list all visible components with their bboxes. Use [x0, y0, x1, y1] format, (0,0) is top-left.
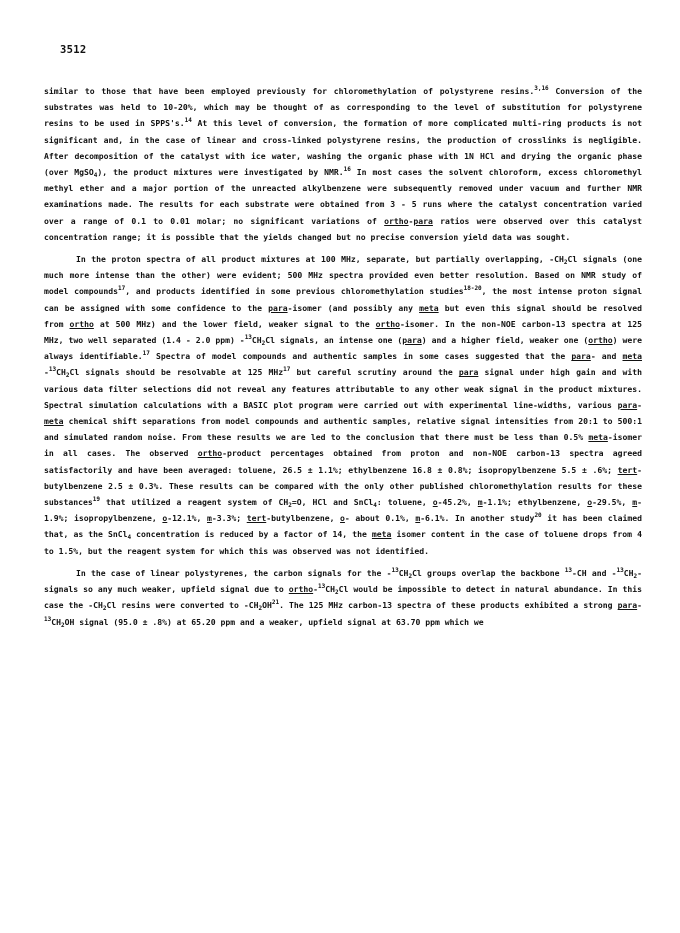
paragraph-linear-polystyrenes: In the case of linear polystyrenes, the carbon signals for the $-^{13}CH_2Cl$ groups overlap the backbone $^{13}$-CH and $-^{13}CH_2-$ signals so any much weaker, upfield signal due to ortho-$^{13}CH_2Cl$ would be impossible to detect in natural abundance. In this case the $-CH_2Cl$ resins were converted to $-CH_2OH^{21}$. The 125 MHz carbon-13 spectra of these products exhibited a strong para-$^{13}CH_2OH$ signal (95.0 ± .8%) at 65.20 ppm and a weaker, upfield signal at 63.70 ppm which we: [44, 566, 642, 629]
paragraph-chloromethylation-conditions: similar to those that have been employed previously for chloromethylation of polystyrene resins.$^{3,16}$ Conversion of the substrates was held to 10-20%, which may be thought of as corresponding to the level of substitution for polystyrene resins to be used in SPPS's.$^{14}$ At this level of conversion, the formation of more complicated multi-ring products is not significant and, in the case of linear and cross-linked polystyrene resins, the production of crosslinks is negligible. After decomposition of the catalyst with ice water, washing the organic phase with 1N HCl and drying the organic phase (over MgSO$_4$), the product mixtures were investigated by NMR.$^{16}$ In most cases the solvent chloroform, excess chloromethyl methyl ether and a major portion of the unreacted alkylbenzene were subsequently removed under vacuum and further NMR examinations made. The results for each substrate were obtained from 3 - 5 runs where the catalyst concentration varied over a range of 0.1 to 0.01 molar; no significant variations of ortho-para ratios were observed over this catalyst concentration range; it is possible that the yields changed but no precise conversion yield data was sought.: [44, 85, 642, 242]
article-body-text: [44, 83, 642, 630]
paragraph-nmr-isomer-analysis: In the proton spectra of all product mixtures at 100 MHz, separate, but partially overlapping, $-CH_2Cl$ signals (one much more intense than the other) were evident; 500 MHz spectra provided even better resolution. Based on NMR study of model compounds$^{17}$, and products identified in some previous chloromethylation studies$^{18-20}$, the most intense proton signal can be assigned with some confidence to the para-isomer (and possibly any meta but even this signal should be resolved from ortho at 500 MHz) and the lower field, weaker signal to the ortho-isomer. In the non-NOE carbon-13 spectra at 125 MHz, two well separated (1.4 - 2.0 ppm) $-^{13}CH_2Cl$ signals, an intense one (para) and a higher field, weaker one (ortho) were always identifiable.$^{17}$ Spectra of model compounds and authentic samples in some cases suggested that the para- and meta $-^{13}CH_2Cl$ signals should be resolvable at 125 MHz$^{17}$ but careful scrutiny around the para signal under high gain and with various data filter selections did not reveal any features attributable to any other weak signal in the product mixtures. Spectral simulation calculations with a BASIC plot program were carried out with experimental line-widths, various para-meta chemical shift separations from model compounds and authentic samples, relative signal intensities from 20:1 to 500:1 and simulated random noise. From these results we are led to the conclusion that there must be less than 0.5% meta-isomer in all cases. The observed ortho-product percentages obtained from proton and non-NOE carbon-13 spectra agreed satisfactorily and have been averaged: toluene, 26.5 ± 1.1%; ethylbenzene 16.8 ± 0.8%; isopropylbenzene 5.5 ± .6%; tert-butylbenzene 2.5 ± 0.3%. These results can be compared with the only other published chloromethylation results for these substances$^{19}$ that utilized a reagent system of $CH_2=O$, HCl and SnCl$_4$: toluene, o-45.2%, m-1.1%; ethylbenzene, o-29.5%, m-1.9%; isopropylbenzene, o-12.1%, m-3.3%; tert-butylbenzene, o- about 0.1%, m-6.1%. In another study$^{20}$ it has been claimed that, as the SnCl$_4$ concentration is reduced by a factor of 14, the meta isomer content in the case of toluene drops from 4 to 1.5%, but the reagent system for which this was observed was not identified.: [44, 254, 643, 556]
page-number: 3512: [60, 44, 87, 56]
